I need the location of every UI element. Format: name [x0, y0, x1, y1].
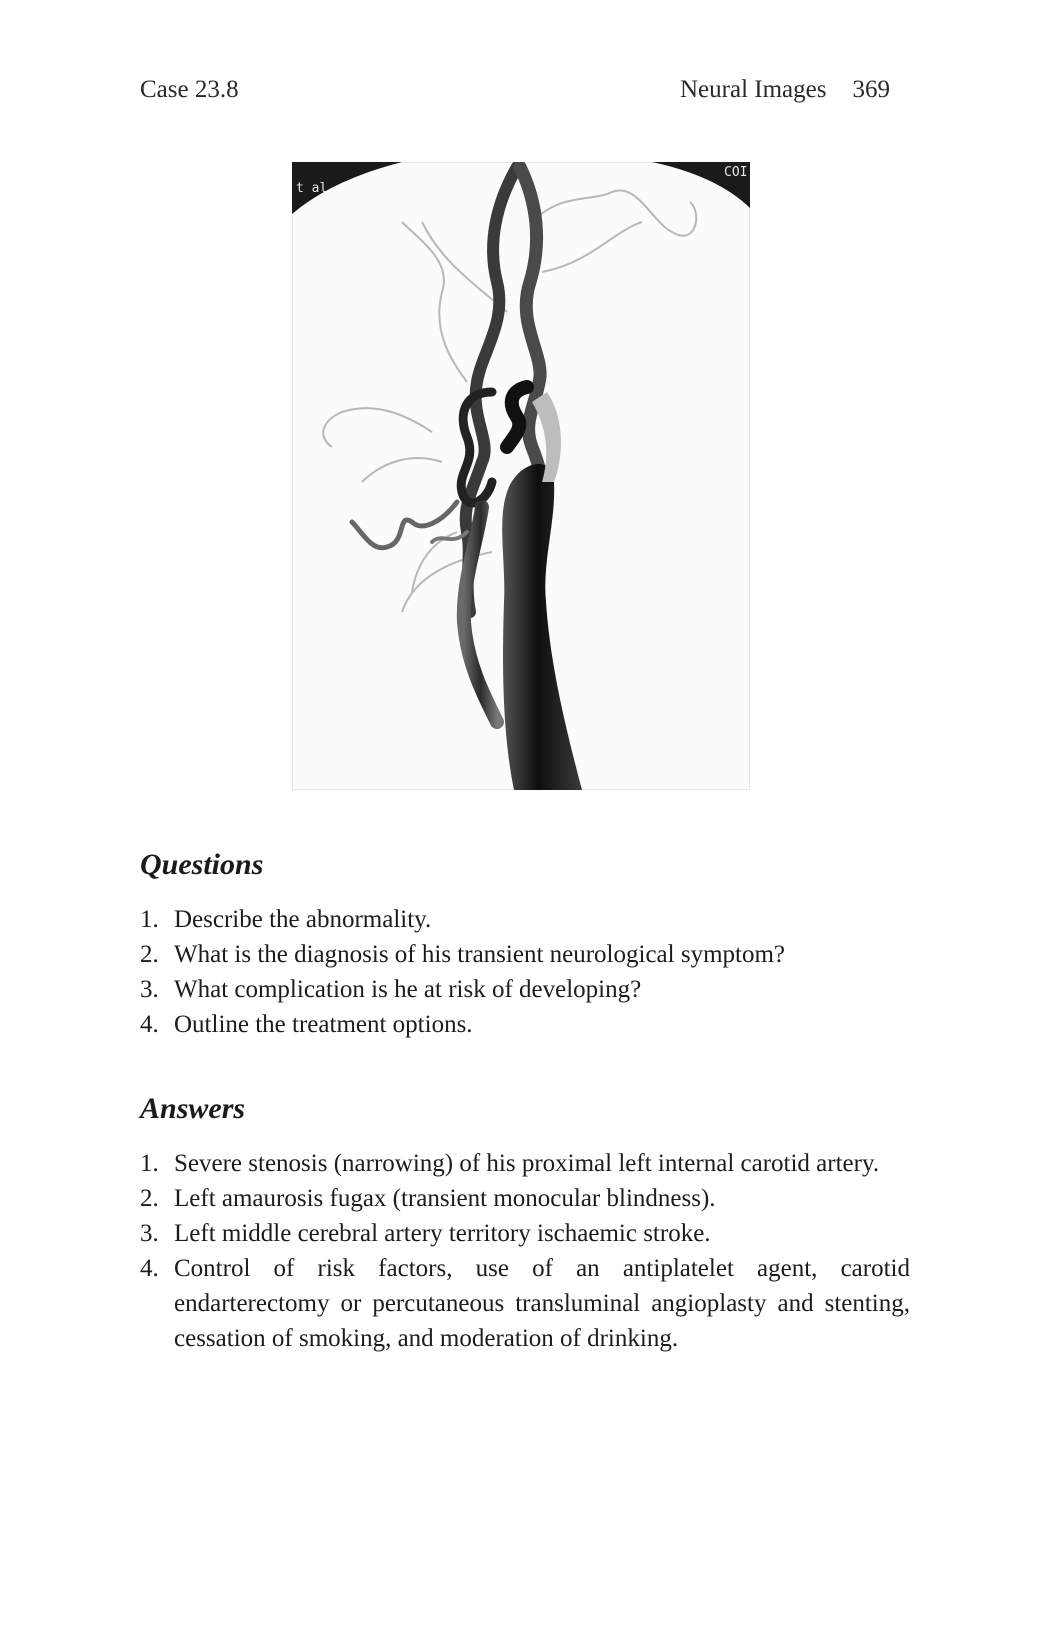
list-item: 4. Outline the treatment options. [140, 1011, 473, 1038]
angiogram-figure [292, 162, 750, 790]
running-header [680, 76, 890, 104]
answers-list [140, 1146, 910, 1356]
list-item: 1. Describe the abnormality. [140, 906, 432, 933]
page-number: 369 [852, 76, 890, 103]
case-label: Case 23.8 [140, 76, 239, 103]
answers-heading: Answers [140, 1092, 246, 1125]
list-item: 1. Severe stenosis (narrowing) of his proximal left internal carotid artery. [140, 1150, 880, 1177]
list-item: 3. What complication is he at risk of developing? [140, 976, 642, 1003]
corner-label-left: t al [296, 181, 328, 196]
list-item: 4. Control of risk factors, use of an antiplatelet agent, carotid endarterectomy or percutaneous transluminal angioplasty and stenting, cessation of smoking, and moderation of drinking. [140, 1255, 910, 1352]
section-title: Neural Images [680, 76, 827, 103]
corner-label-right: COI [724, 165, 748, 180]
list-item: 3. Left middle cerebral artery territory ischaemic stroke. [140, 1220, 711, 1247]
questions-list [140, 902, 910, 1042]
list-item: 2. Left amaurosis fugax (transient monocular blindness). [140, 1185, 716, 1212]
list-item: 2. What is the diagnosis of his transient neurological symptom? [140, 941, 785, 968]
questions-heading: Questions [140, 848, 264, 881]
